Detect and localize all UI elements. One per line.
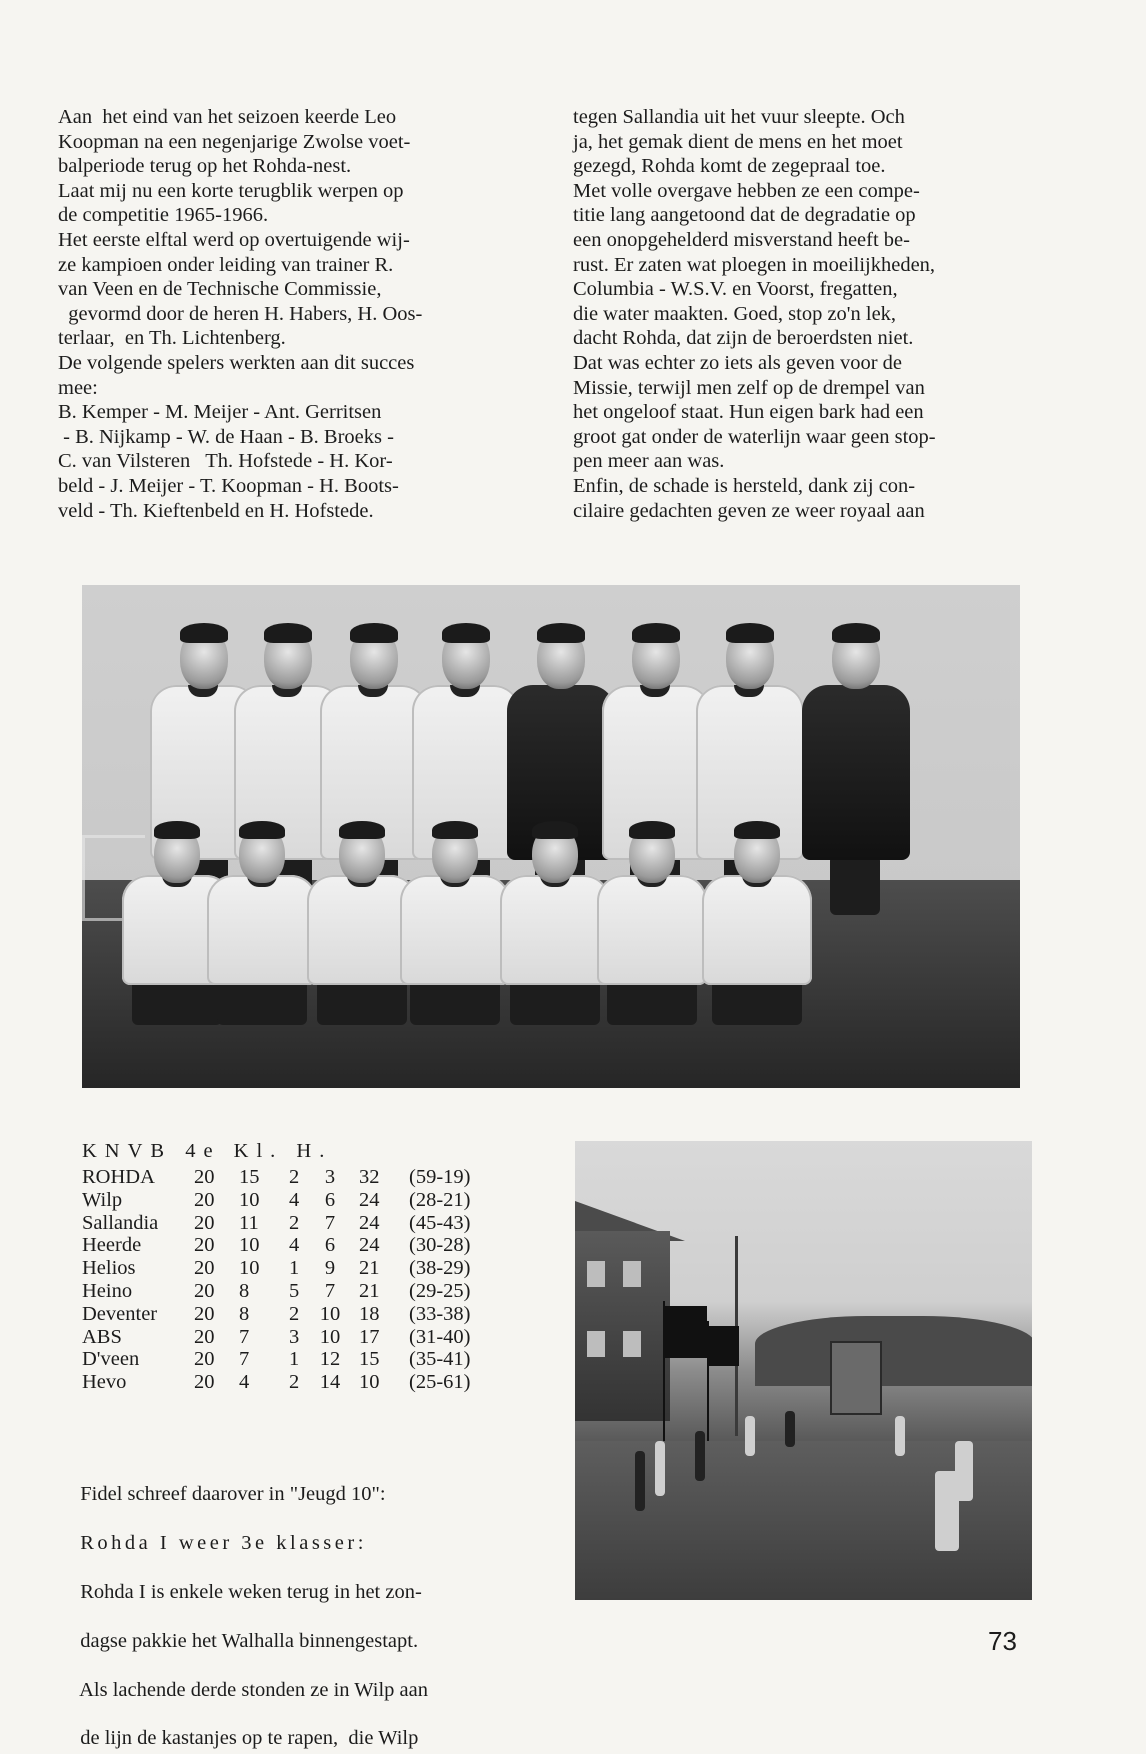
standings-cell-played: 20 xyxy=(194,1188,215,1211)
standings-cell-won: 15 xyxy=(239,1166,260,1188)
fidel-body-line: de lijn de kastanjes op te rapen, die Wilp xyxy=(80,1727,419,1750)
text-line: dacht Rohda, dat zijn de beroerdsten niet. xyxy=(573,327,914,350)
standings-row xyxy=(82,1234,499,1257)
text-line: het ongeloof staat. Hun eigen bark had een xyxy=(573,401,924,424)
standings-cell-goals: (45-43) xyxy=(409,1211,471,1234)
standings-cell-won: 8 xyxy=(239,1279,250,1302)
tree-line xyxy=(755,1316,1032,1386)
standings-title: KNVB 4e Kl. H. xyxy=(82,1140,333,1162)
standings-cell-lost: 7 xyxy=(324,1279,336,1302)
text-line: ze kampioen onder leiding van trainer R. xyxy=(58,253,394,276)
text-line: Missie, terwijl men zelf op de drempel van xyxy=(573,376,925,399)
standings-cell-drawn: 3 xyxy=(289,1325,300,1348)
standings-cell-goals: (30-28) xyxy=(409,1234,471,1257)
walker xyxy=(935,1471,959,1551)
standings-cell-lost: 6 xyxy=(324,1188,336,1211)
standings-cell-played: 20 xyxy=(194,1348,215,1371)
standings-cell-played: 20 xyxy=(194,1371,215,1394)
standings-cell-lost: 10 xyxy=(319,1325,341,1348)
standings-cell-points: 32 xyxy=(359,1166,380,1188)
standings-row xyxy=(82,1212,499,1235)
standings-row xyxy=(82,1303,499,1326)
standings-cell-played: 20 xyxy=(194,1257,215,1280)
standings-cell-goals: (29-25) xyxy=(409,1279,471,1302)
standings-cell-lost: 3 xyxy=(324,1166,336,1188)
standings-cell-drawn: 4 xyxy=(289,1234,300,1257)
fidel-intro: Fidel schreef daarover in "Jeugd 10": xyxy=(80,1483,386,1506)
text-line: balperiode terug op het Rohda-nest. xyxy=(58,155,352,178)
text-line: de competitie 1965-1966. xyxy=(58,204,269,227)
text-line: veld - Th. Kieftenbeld en H. Hofstede. xyxy=(58,499,374,522)
house-window xyxy=(623,1261,641,1287)
walker xyxy=(785,1411,795,1447)
house-window xyxy=(587,1261,605,1287)
standings-cell-goals: (31-40) xyxy=(409,1325,471,1348)
standings-cell-points: 21 xyxy=(359,1257,380,1280)
text-line: Dat was echter zo iets als geven voor de xyxy=(573,351,903,374)
standings-cell-lost: 6 xyxy=(324,1234,336,1257)
text-line: cilaire gedachten geven ze weer royaal aan xyxy=(573,499,925,522)
standings-cell-points: 17 xyxy=(359,1325,380,1348)
text-line: Laat mij nu een korte terugblik werpen op xyxy=(58,179,404,202)
standings-row xyxy=(82,1371,499,1394)
house xyxy=(575,1231,670,1421)
fidel-body-line: Als lachende derde stonden ze in Wilp aan xyxy=(79,1678,429,1701)
bus xyxy=(830,1341,882,1415)
flag xyxy=(709,1326,739,1366)
text-line: gezegd, Rohda komt de zegepraal toe. xyxy=(573,155,886,178)
standings-cell-lost: 14 xyxy=(319,1371,341,1394)
standings-cell-won: 10 xyxy=(239,1234,260,1257)
standings-cell-team: Heino xyxy=(82,1279,133,1302)
text-line: titie lang aangetoond dat de degradatie op xyxy=(573,204,916,227)
text-line: tegen Sallandia uit het vuur sleepte. Och xyxy=(573,106,905,128)
standings-cell-won: 11 xyxy=(239,1211,259,1234)
text-line: mee: xyxy=(58,376,98,399)
standings-cell-played: 20 xyxy=(194,1234,215,1257)
standings-cell-drawn: 5 xyxy=(289,1279,300,1302)
text-line: Enfin, de schade is hersteld, dank zij con- xyxy=(573,474,916,497)
standings-cell-won: 8 xyxy=(239,1302,250,1325)
text-line: De volgende spelers werkten aan dit succes xyxy=(58,351,415,374)
standings-cell-points: 24 xyxy=(359,1188,380,1211)
fidel-quote xyxy=(70,1458,428,1751)
standings-row xyxy=(82,1280,499,1303)
standings-table xyxy=(82,1140,499,1394)
walker xyxy=(695,1431,705,1481)
text-line: een onopgehelderd misverstand heeft be- xyxy=(573,228,910,251)
standings-cell-played: 20 xyxy=(194,1302,215,1325)
text-line: groot gat onder de waterlijn waar geen stop- xyxy=(573,425,936,448)
standings-cell-lost: 9 xyxy=(324,1257,336,1280)
standings-row xyxy=(82,1166,499,1189)
text-line: - B. Nijkamp - W. de Haan - B. Broeks - xyxy=(58,425,394,448)
standings-cell-team: Sallandia xyxy=(82,1211,159,1234)
standings-cell-drawn: 1 xyxy=(289,1257,300,1280)
standings-cell-team: Wilp xyxy=(82,1188,123,1211)
house-window xyxy=(623,1331,641,1357)
standings-row xyxy=(82,1348,499,1371)
standings-cell-drawn: 4 xyxy=(289,1188,300,1211)
standings-cell-team: D'veen xyxy=(82,1348,140,1371)
standings-cell-won: 7 xyxy=(239,1348,250,1371)
text-line: Aan het eind van het seizoen keerde Leo xyxy=(58,106,397,128)
standings-cell-won: 7 xyxy=(239,1325,250,1348)
fidel-body-line: Rohda I is enkele weken terug in het zon- xyxy=(80,1581,422,1604)
text-line: C. van Vilsteren Th. Hofstede - H. Kor- xyxy=(58,450,393,473)
standings-cell-team: Heerde xyxy=(82,1234,142,1257)
text-line: terlaar, en Th. Lichtenberg. xyxy=(58,327,286,350)
standings-cell-goals: (33-38) xyxy=(409,1302,471,1325)
standings-cell-drawn: 1 xyxy=(289,1348,300,1371)
text-line: Columbia - W.S.V. en Voorst, fregatten, xyxy=(573,278,898,301)
text-line: Met volle overgave hebben ze een compe- xyxy=(573,179,920,202)
page-number: 73 xyxy=(988,1626,1017,1656)
walker xyxy=(895,1416,905,1456)
text-line: rust. Er zaten wat ploegen in moeilijkheden, xyxy=(573,253,936,276)
text-line: B. Kemper - M. Meijer - Ant. Gerritsen xyxy=(58,401,382,424)
standings-cell-team: Helios xyxy=(82,1257,136,1280)
text-line: die water maakten. Goed, stop zo'n lek, xyxy=(573,302,897,325)
standings-cell-won: 10 xyxy=(239,1257,260,1280)
standings-cell-team: Hevo xyxy=(82,1371,127,1394)
standings-cell-goals: (28-21) xyxy=(409,1188,471,1211)
walker xyxy=(655,1441,665,1496)
text-line: pen meer aan was. xyxy=(573,450,725,473)
standings-grid xyxy=(82,1166,499,1394)
standings-cell-played: 20 xyxy=(194,1325,215,1348)
house-window xyxy=(587,1331,605,1357)
walker xyxy=(635,1451,645,1511)
standings-cell-points: 10 xyxy=(359,1371,380,1394)
text-line: Het eerste elftal werd op overtuigende wij- xyxy=(58,228,410,251)
standings-cell-drawn: 2 xyxy=(289,1211,300,1234)
standings-row xyxy=(82,1189,499,1212)
standings-cell-team: ROHDA xyxy=(82,1166,155,1188)
standings-row xyxy=(82,1257,499,1280)
right-text-column xyxy=(573,105,1093,523)
standings-cell-played: 20 xyxy=(194,1211,215,1234)
standings-cell-drawn: 2 xyxy=(289,1371,300,1394)
standings-cell-goals: (59-19) xyxy=(409,1166,471,1188)
text-line: van Veen en de Technische Commissie, xyxy=(58,278,382,301)
standings-cell-points: 21 xyxy=(359,1279,380,1302)
standings-cell-points: 24 xyxy=(359,1211,380,1234)
standings-cell-played: 20 xyxy=(194,1166,215,1188)
standings-cell-drawn: 2 xyxy=(289,1302,300,1325)
left-text-column xyxy=(58,105,558,523)
text-line: gevormd door de heren H. Habers, H. Oos- xyxy=(58,302,423,325)
standings-cell-goals: (35-41) xyxy=(409,1348,471,1371)
parade-photo xyxy=(575,1141,1032,1600)
walker xyxy=(745,1416,755,1456)
standings-cell-drawn: 2 xyxy=(289,1166,300,1188)
standings-cell-goals: (38-29) xyxy=(409,1257,471,1280)
team-photo xyxy=(82,585,1020,1088)
text-line: ja, het gemak dient de mens en het moet xyxy=(573,130,903,153)
standings-cell-team: ABS xyxy=(82,1325,122,1348)
standings-cell-points: 24 xyxy=(359,1234,380,1257)
fidel-headline: Rohda I weer 3e klasser: xyxy=(80,1532,367,1555)
text-line: Koopman na een negenjarige Zwolse voet- xyxy=(58,130,411,153)
fidel-body-line: dagse pakkie het Walhalla binnengestapt. xyxy=(80,1629,419,1652)
standings-row xyxy=(82,1326,499,1349)
standings-cell-lost: 10 xyxy=(319,1302,341,1325)
standings-cell-goals: (25-61) xyxy=(409,1371,471,1394)
standings-cell-lost: 12 xyxy=(319,1348,341,1371)
standings-cell-points: 18 xyxy=(359,1302,380,1325)
standings-cell-lost: 7 xyxy=(324,1211,336,1234)
standings-cell-played: 20 xyxy=(194,1279,215,1302)
standings-cell-points: 15 xyxy=(359,1348,380,1371)
standings-cell-won: 4 xyxy=(239,1371,250,1394)
standings-cell-won: 10 xyxy=(239,1188,260,1211)
flag xyxy=(665,1306,707,1358)
standings-cell-team: Deventer xyxy=(82,1302,158,1325)
text-line: beld - J. Meijer - T. Koopman - H. Boots- xyxy=(58,474,399,497)
